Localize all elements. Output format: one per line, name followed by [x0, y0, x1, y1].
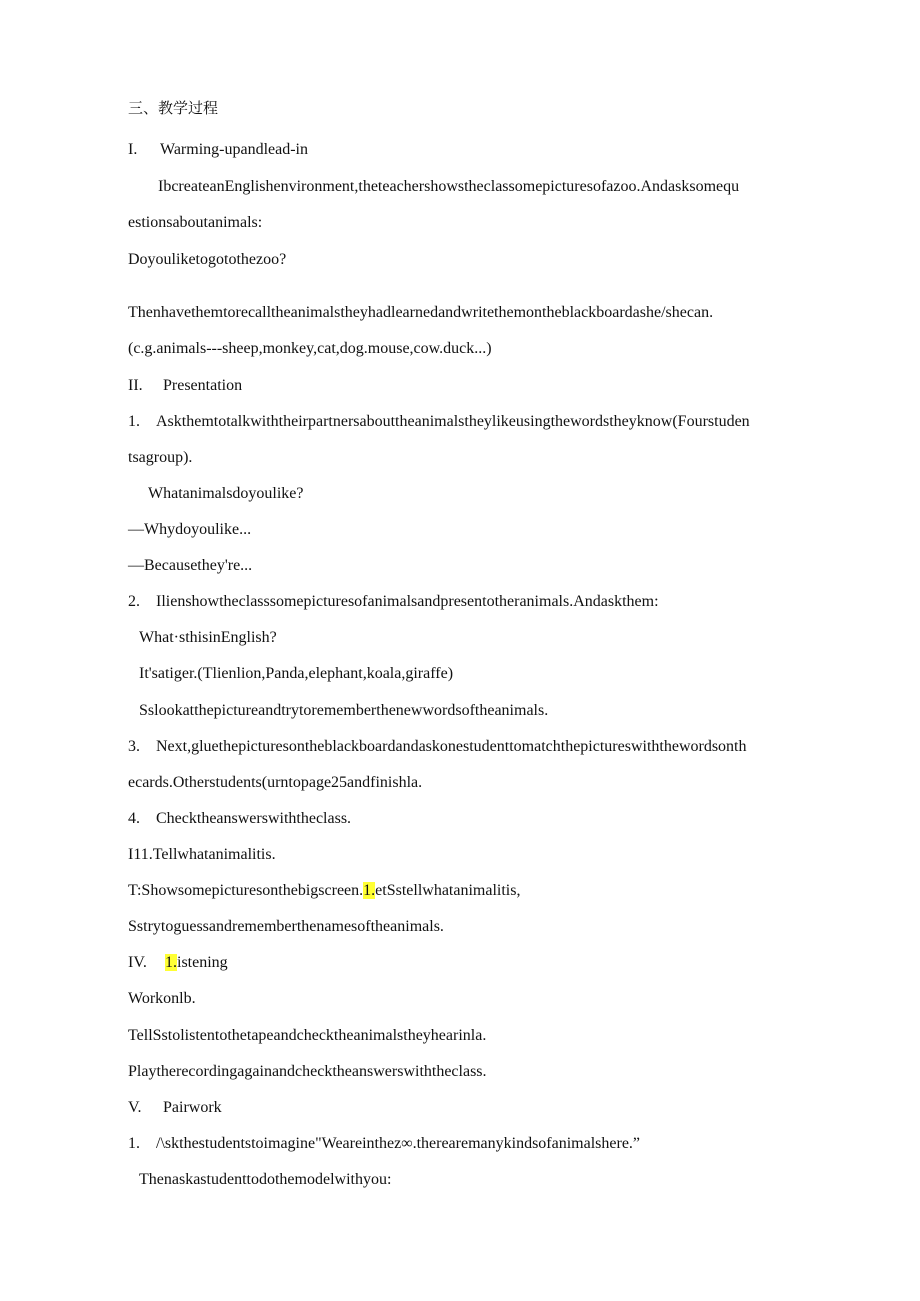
list-item-number: 2.	[128, 593, 140, 610]
heading-s2-title: Presentation	[163, 377, 243, 394]
list-item-number: 1.	[128, 1135, 140, 1152]
paragraph-line: Sslookatthepictureandtrytorememberthenewwordsoftheanimals.	[139, 702, 549, 719]
paragraph-line: (c.g.animals---sheep,monkey,cat,dog.mouse,cow.duck...)	[128, 340, 492, 357]
text-run: istening	[177, 954, 228, 971]
dialogue-line: What·sthisinEnglish?	[139, 629, 277, 646]
paragraph-line: TellSstolistentothetapeandchecktheanimalstheyhearinla.	[128, 1027, 487, 1044]
text-run: T:Showsomepicturesonthebigscreen.	[128, 882, 364, 899]
paragraph-line: Sstrytoguessandrememberthenamesoftheanimals.	[128, 918, 444, 935]
list-item-number: 3.	[128, 738, 140, 755]
highlighted-text: 1.	[165, 954, 177, 971]
heading-s4-title	[165, 953, 228, 973]
list-item-text: Askthemtotalkwiththeirpartnersabouttheanimalstheylikeusingthewordstheyknow(Fourstuden	[156, 413, 750, 430]
list-item-text: ecards.Otherstudents(urntopage25andfinishla.	[128, 774, 423, 791]
dialogue-line: It'satiger.(Tlienlion,Panda,elephant,koala,giraffe)	[139, 665, 454, 682]
paragraph-line: IbcreateanEnglishenvironment,theteachershowstheclassomepicturesofazoo.Andasksomequ	[158, 178, 740, 195]
heading-s2-number: II.	[128, 377, 143, 394]
paragraph-line: estionsaboutanimals:	[128, 214, 263, 231]
paragraph-line: Doyouliketogotothezoo?	[128, 251, 287, 268]
section-title: 三、教学过程	[128, 99, 219, 117]
dialogue-line: Whatanimalsdoyoulike?	[148, 485, 304, 502]
highlighted-text: 1.	[363, 882, 376, 899]
heading-s5-title: Pairwork	[163, 1099, 222, 1116]
heading-s3-title: I11.Tellwhatanimalitis.	[128, 846, 276, 863]
text-run: etSstellwhatanimalitis,	[375, 882, 521, 899]
list-item-number: 1.	[128, 413, 140, 430]
paragraph-line	[128, 881, 520, 901]
list-item-text: Ilienshowtheclasssomepicturesofanimalsandpresentotheranimals.Andaskthem:	[156, 593, 659, 610]
heading-s4-number: IV.	[128, 954, 147, 971]
list-item-text: Checktheanswerswiththeclass.	[156, 810, 352, 827]
heading-s1-title: Warming-upandlead-in	[160, 141, 308, 158]
dialogue-line: —Becausethey're...	[128, 557, 253, 574]
list-item-text: Next,gluethepicturesontheblackboardandaskonestudenttomatchthepictureswiththewordsonth	[156, 738, 747, 755]
list-item-text: /\skthestudentstoimagine"Weareinthez∞.therearemanykindsofanimalshere.”	[156, 1135, 641, 1152]
list-item-text: tsagroup).	[128, 449, 193, 466]
paragraph-line: Playtherecordingagainandchecktheanswerswiththeclass.	[128, 1063, 487, 1080]
paragraph-line: Workonlb.	[128, 990, 196, 1007]
heading-s5-number: V.	[128, 1099, 142, 1116]
paragraph-line: Thenhavethemtorecalltheanimalstheyhadlearnedandwritethemontheblackboardashe/shecan.	[128, 304, 714, 321]
dialogue-line: —Whydoyoulike...	[128, 521, 252, 538]
heading-s1-number: I.	[128, 141, 138, 158]
list-item-number: 4.	[128, 810, 140, 827]
paragraph-line: Thenaskastudenttodothemodelwithyou:	[139, 1171, 392, 1188]
